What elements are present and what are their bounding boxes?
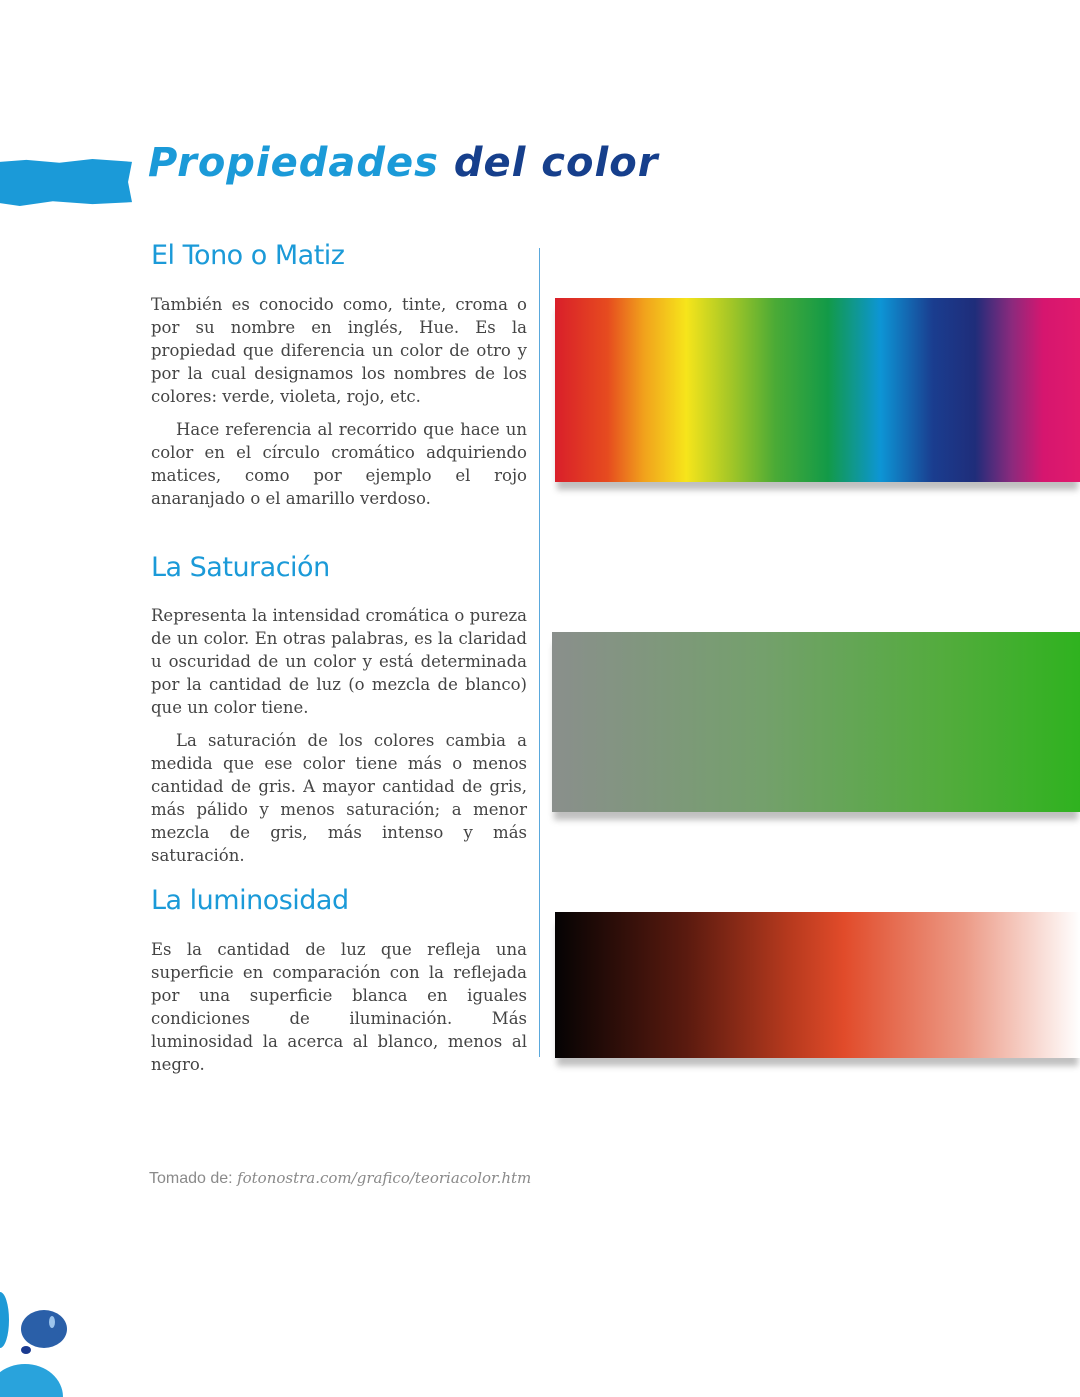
water-drops-decoration — [0, 1280, 80, 1397]
saturation-gradient-bar — [552, 632, 1080, 812]
luminosity-gradient-bar — [555, 912, 1080, 1058]
column-divider — [539, 248, 540, 1057]
source-link[interactable]: fotonostra.com/grafico/teoriacolor.htm — [237, 1169, 532, 1187]
text-luminosidad: Es la cantidad de luz que refleja una superficie en comparación con la reflejada por una superficie blanca en iguales condiciones de iluminación. Más luminosidad la acerca al blanco, menos al negro. — [151, 940, 527, 1074]
text-tono: También es conocido como, tinte, croma o por su nombre en inglés, Hue. Es la propiedad que diferencia un color de otro y por la cual designamos los nombres de los colores: verde, violeta, rojo, etc. Hace referencia al recorrido que hace un color en el círculo cromático adquiriendo matices, como por ejemplo el rojo anaranjado o el amarillo verdoso. — [151, 295, 527, 508]
heading-tono: El Tono o Matiz — [151, 240, 345, 271]
page-title: Propiedades del color — [148, 140, 659, 186]
heading-luminosidad: La luminosidad — [151, 885, 349, 916]
hue-spectrum-bar — [555, 298, 1080, 482]
brush-stroke-decoration — [0, 158, 132, 206]
text-saturacion: Representa la intensidad cromática o pureza de un color. En otras palabras, es la claridad u oscuridad de un color y está determinada por la cantidad de luz (o mezcla de blanco) que un color tiene. La saturación de los colores cambia a medida que ese color tiene más o menos cantidad de gris. A mayor cantidad de gris, más pálido y menos saturación; a menor mezcla de gris, más intenso y más saturación. — [151, 606, 527, 865]
heading-saturacion: La Saturación — [151, 552, 330, 583]
source-credit: Tomado de: fotonostra.com/grafico/teoriacolor.htm — [149, 1169, 532, 1187]
